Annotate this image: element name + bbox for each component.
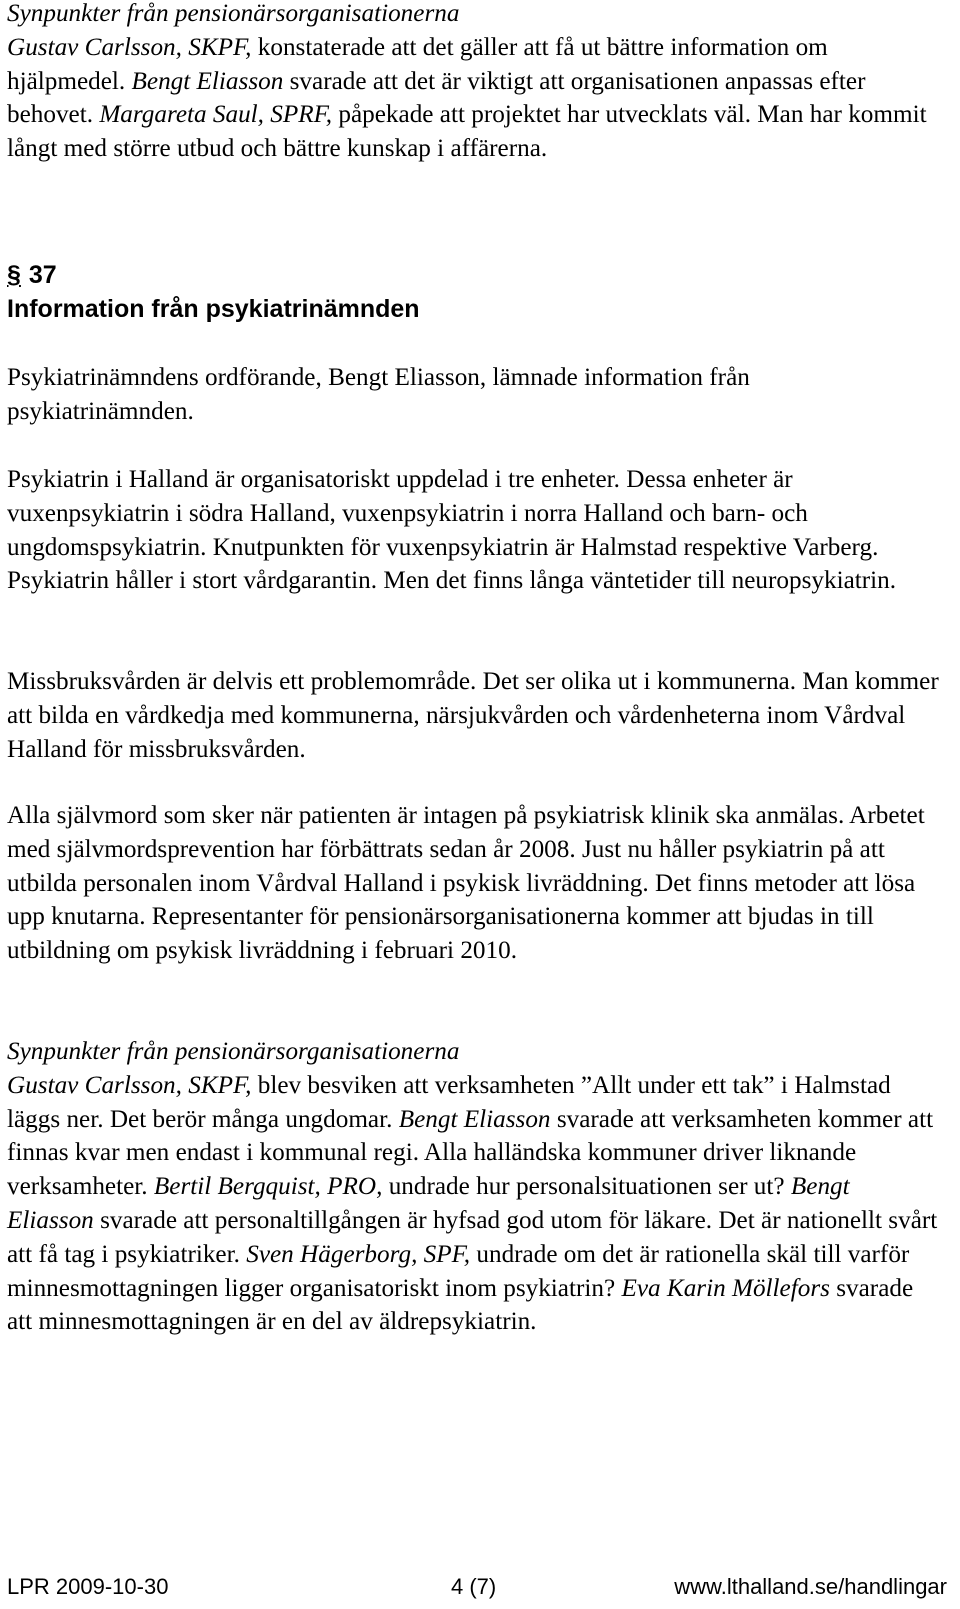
- statement-text: svarade att verksamheten kommer att finnas kvar men endast i kommunal regi. Alla halländska kommuner driver liknande verksamheter.: [7, 1105, 934, 1201]
- footer-page-number: 4 (7): [451, 1574, 497, 1599]
- speaker-name: Sven Hägerborg, SPF,: [246, 1240, 471, 1268]
- speaker-name: Bengt Eliasson: [398, 1105, 551, 1133]
- speaker-name: Margareta Saul, SPRF,: [99, 101, 333, 129]
- body-paragraph: Missbruksvården är delvis ett problemområde. Det ser olika ut i kommunerna. Man kommer att bilda en vårdkedja med kommunerna, närsjukvården och vårdenheterna inom Vårdval Halland för missbruksvården.: [7, 668, 939, 763]
- body-paragraph: Psykiatrinämndens ordförande, Bengt Eliasson, lämnade information från psykiatrinämnden.: [7, 364, 750, 425]
- intro-paragraph: [7, 31, 942, 166]
- intro-block: [7, 0, 942, 166]
- footer-document-id: LPR 2009-10-30: [7, 1574, 169, 1599]
- speaker-name: Bengt Eliasson: [131, 67, 284, 95]
- speaker-name: Bertil Bergquist, PRO,: [153, 1173, 383, 1201]
- speaker-name: Gustav Carlsson, SKPF,: [7, 33, 252, 61]
- footer-website: www.lthalland.se/handlingar: [674, 1574, 947, 1599]
- statement-text: svarade att minnesmottagningen är en del av äldrepsykiatrin.: [7, 1274, 914, 1336]
- statement-text: påpekade att projektet har utvecklats väl. Man har kommit långt med större utbud och bättre kunskap i affärerna.: [7, 101, 927, 163]
- statement-text: undrade hur personalsituationen ser ut?: [382, 1173, 791, 1201]
- body-paragraph: Alla självmord som sker när patienten är intagen på psykiatrisk klinik ska anmälas. Arbetet med självmordsprevention har förbättrats sedan år 2008. Just nu håller psykiatrin på att utbilda personalen inom Vårdval Halland i psykisk livräddning. Det finns metoder att lösa upp knutarna. Representanter för pensionärsorganisationerna kommer att bjudas in till utbildning om psykisk livräddning i februari 2010.: [7, 802, 925, 965]
- statement-text: blev besviken att verksamheten ”Allt under ett tak” i Halmstad läggs ner. Det berör många ungdomar.: [7, 1071, 891, 1133]
- page-footer: [7, 1571, 947, 1603]
- intro-heading: Synpunkter från pensionärsorganisationerna: [7, 0, 460, 27]
- section-heading: [7, 258, 942, 326]
- body-paragraph: Psykiatrin i Halland är organisatoriskt uppdelad i tre enheter. Dessa enheter är vuxenpsykiatrin i södra Halland, vuxenpsykiatrin i norra Halland och barn- och ungdomspsykiatrin. Knutpunkten för vuxenpsykiatrin är Halmstad respektive Varberg. Psykiatrin håller i stort vårdgarantin. Men det finns långa väntetider till neuropsykiatrin.: [7, 466, 897, 595]
- speaker-name: Gustav Carlsson, SKPF,: [7, 1071, 252, 1099]
- speaker-name: Eva Karin Möllefors: [621, 1274, 830, 1302]
- views-heading: Synpunkter från pensionärsorganisationerna: [7, 1038, 460, 1065]
- statement-text: svarade att det är viktigt att organisationen anpassas efter behovet.: [7, 67, 866, 129]
- views-block: [7, 1035, 942, 1339]
- views-paragraph: [7, 1069, 942, 1339]
- statement-text: undrade om det är rationella skäl till varför minnesmottagningen ligger organisatoriskt inom psykiatrin?: [7, 1240, 910, 1302]
- speaker-name: Bengt Eliasson: [7, 1173, 850, 1234]
- section-title: Information från psykiatrinämnden: [7, 295, 420, 323]
- section-symbol: §: [7, 261, 21, 289]
- section-number: § 37: [7, 261, 57, 289]
- statement-text: konstaterade att det gäller att få ut bättre information om hjälpmedel.: [7, 33, 828, 95]
- statement-text: svarade att personaltillgången är hyfsad god utom för läkare. Det är nationellt svårt att få tag i psykiatriker.: [7, 1206, 938, 1268]
